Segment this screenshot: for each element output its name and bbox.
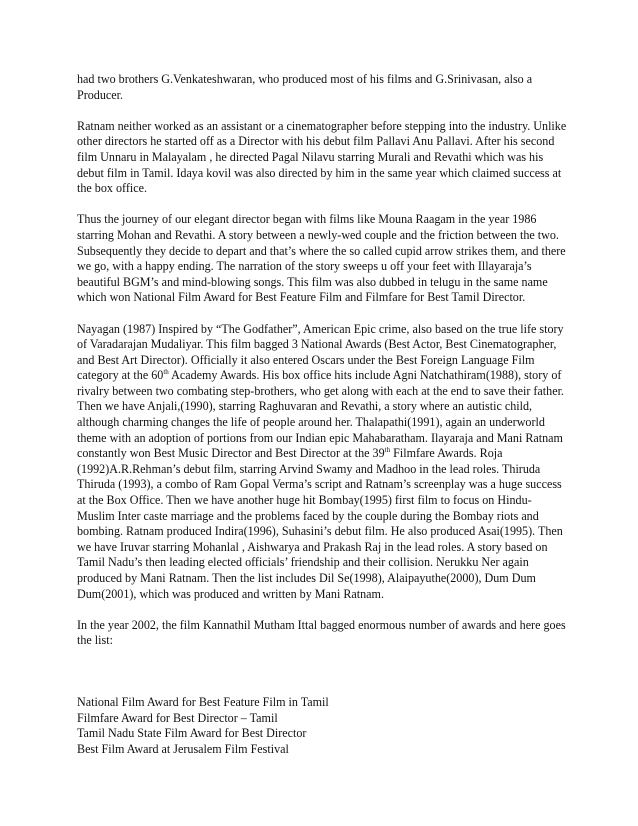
list-item: National Film Award for Best Feature Film in Tamil bbox=[77, 694, 329, 709]
paragraph-early-career: Ratnam neither worked as an assistant or a cinematographer before stepping into the industry. Unlike other directors he started off as a Director with his debut film Pallavi Anu Pallavi. After his second film Unnaru in Malayalam , he directed Pagal Nilavu starring Murali and Revathi which was his debut film in Tamil. Idaya kovil was also directed by him in the same year which claimed success at the box office. bbox=[77, 118, 567, 196]
list-item: Tamil Nadu State Film Award for Best Director bbox=[77, 726, 307, 741]
superscript-th: th bbox=[384, 446, 391, 455]
superscript-th: th bbox=[163, 368, 169, 377]
list-item: Filmfare Award for Best Director – Tamil bbox=[77, 710, 278, 725]
awards-list bbox=[77, 695, 567, 757]
paragraph-family: had two brothers G.Venkateshwaran, who produced most of his films and G.Srinivasan, also a Producer. bbox=[77, 72, 533, 102]
document-page bbox=[77, 72, 567, 757]
filmography-text-part-1: Nayagan (1987) Inspired by “The Godfather”, American Epic crime, also based on the true life story of Varadarajan Mudaliyar. This film bagged 3 National Awards (Best Actor, Best Cinematographer, and Best Art Director). Officially it also entered Oscars under the Best Foreign Language Film category at the 60 bbox=[77, 321, 564, 383]
list-item: Best Film Award at Jerusalem Film Festival bbox=[77, 741, 289, 756]
filmography-text-part-3: Filmfare Awards. Roja (1992)A.R.Rehman’s debut film, starring Arvind Swamy and Madhoo in the lead roles. Thiruda Thiruda (1993), a combo of Ram Gopal Verma’s script and Ratnam’s screenplay was a huge success at the Box Office. Then we have another huge hit Bombay(1995) first film to focus on Hindu-Muslim Inter caste marriage and the problems faced by the couple during the Bombay riots and bombing. Ratnam produced Indira(1996), Suhasini’s debut film. He also produced Asai(1995). Then we have Iruvar starring Mohanlal , Aishwarya and Prakash Raj in the lead roles. A story based on Tamil Nadu’s then leading elected officials’ friendship and their collision. Nerukku Ner again produced by Mani Ratnam. Then the list includes Dil Se(1998), Alaipayuthe(2000), Dum Dum Dum(2001), which was produced and written by Mani Ratnam. bbox=[77, 446, 563, 601]
filmography-text-part-2: Academy Awards. His box office hits include Agni Natchathiram(1988), story of rivalry between two combating step-brothers, who get along with each at the end to save their father. Then we have Anjali,(1990), starring Raghuvaran and Revathi, a story where an autistic child, although charming changes the life of people around her. Thalapathi(1991), again an underworld theme with an adoption of portions from our Indian epic Mahabaratham. Ilayaraja and Mani Ratnam constantly won Best Music Director and Best Director at the 39 bbox=[77, 368, 564, 461]
paragraph-2002-awards-intro: In the year 2002, the film Kannathil Mutham Ittal bagged enormous number of awards and here goes the list: bbox=[77, 617, 566, 648]
paragraph-filmography bbox=[77, 322, 567, 603]
paragraph-mouna-raagam: Thus the journey of our elegant director began with films like Mouna Raagam in the year 1986 starring Mohan and Revathi. A story between a newly-wed couple and the friction between the two. Subsequently they decide to depart and that’s where the so called cupid arrow strikes them, and there we go, with a happy ending. The narration of the story sweeps u off your feet with Illayaraja’s beautiful BGM’s and mind-blowing songs. This film was also dubbed in telugu in the same name which won National Film Award for Best Feature Film and Filmfare for Best Tamil Director. bbox=[77, 212, 566, 305]
